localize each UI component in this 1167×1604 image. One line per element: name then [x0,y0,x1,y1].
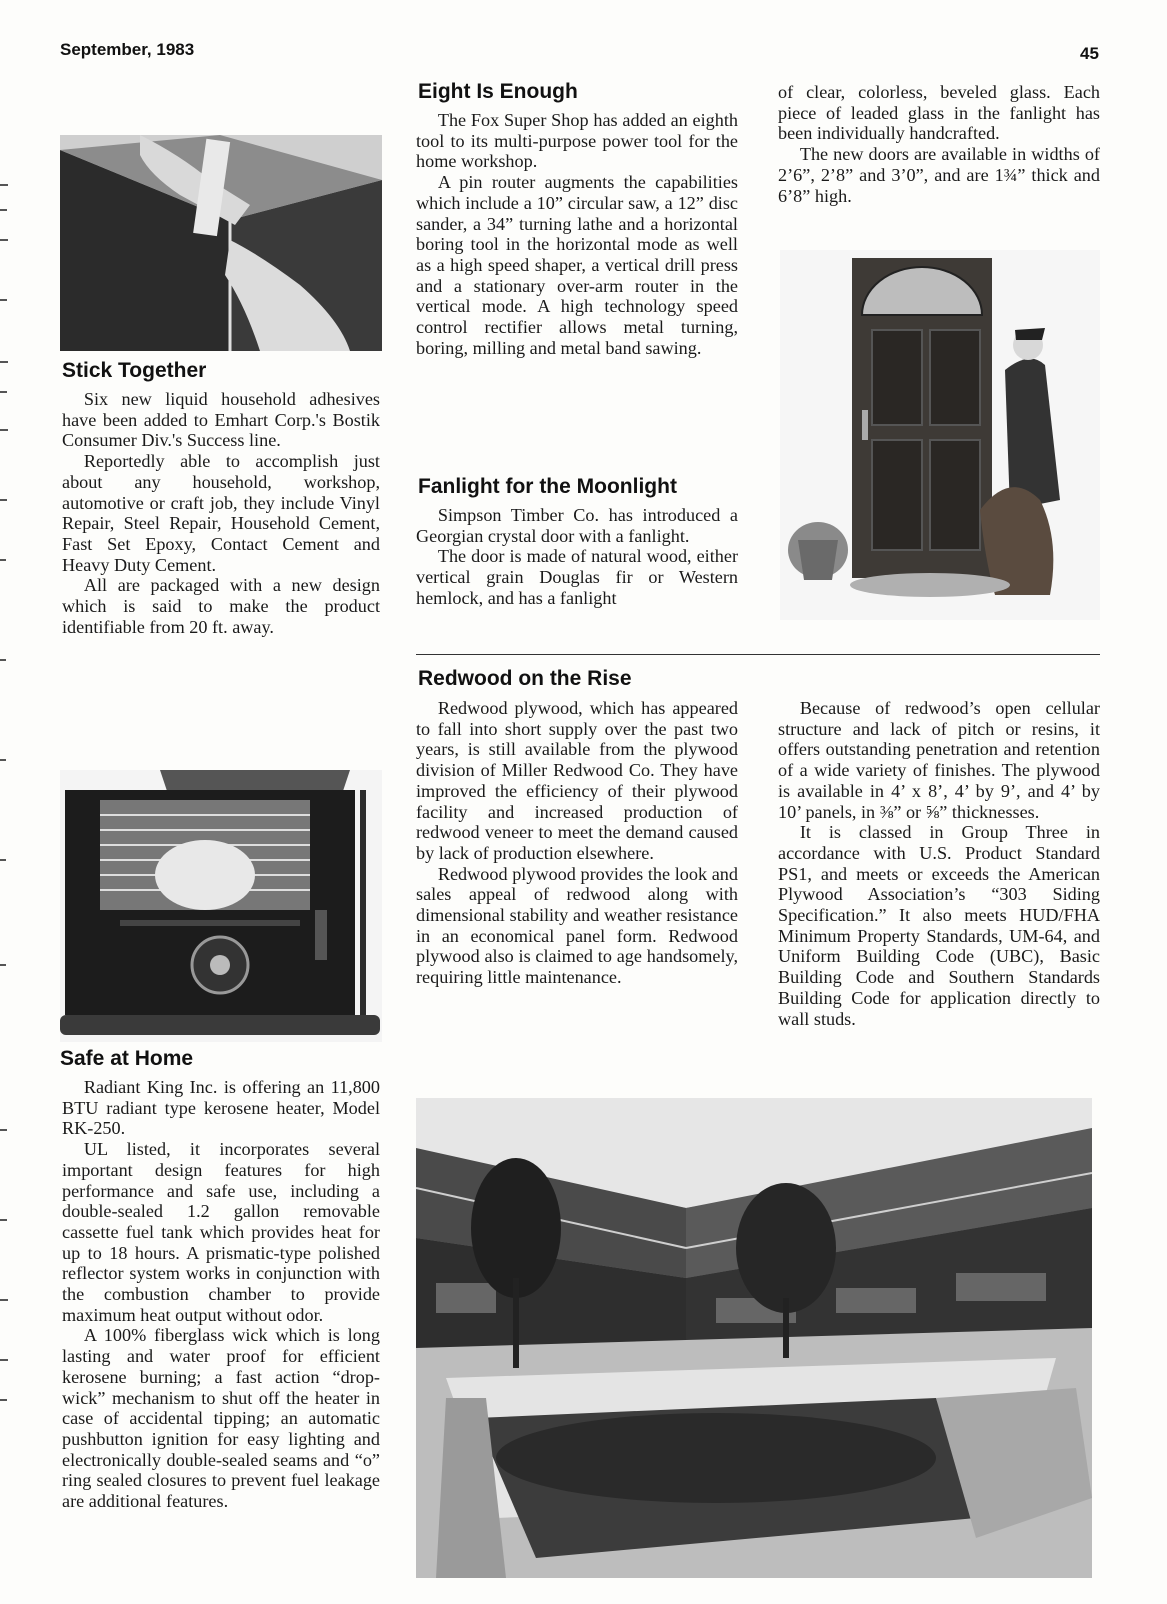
paragraph: Radiant King Inc. is offering an 11,800 BTU radiant type kerosene heater, Model RK-250. [62,1077,380,1139]
glue-photo [60,135,382,351]
fanlight-body-col3 [778,82,1100,206]
paragraph: Simpson Timber Co. has introduced a Georgian crystal door with a fanlight. [416,505,738,546]
paragraph: of clear, colorless, beveled glass. Each piece of leaded glass in the fanlight has been individually handcrafted. [778,82,1100,144]
paragraph: All are packaged with a new design which is said to make the product identifiable from 20 ft. away. [62,575,380,637]
eight-is-enough-body [416,110,738,358]
paragraph: The new doors are available in widths of 2’6”, 2’8” and 3’0”, and are 1¾” thick and 6’8” high. [778,144,1100,206]
fanlight-body-col2 [416,505,738,609]
redwood-body-col3 [778,698,1100,1029]
section-divider [416,654,1100,655]
paragraph: The Fox Super Shop has added an eighth tool to its multi-purpose power tool for the home workshop. [416,110,738,172]
paragraph: Because of redwood’s open cellular structure and lack of pitch or resins, it offers outstanding penetration and retention of a wide variety of finishes. The plywood is available in 4’ x 8’, 4’ by 9’, and 4’ by 10’ panels, in ⅜” or ⅝” thicknesses. [778,698,1100,822]
paragraph: UL listed, it incorporates several important design features for high performance and safe use, including a double-sealed 1.2 gallon removable cassette fuel tank which provides heat for up to 18 hours. A prismatic-type polished reflector system works in conjunction with the combustion chamber to provide maximum heat output without odor. [62,1139,380,1325]
paragraph: Six new liquid household adhesives have been added to Emhart Corp.'s Bostik Consumer Div.'s Success line. [62,389,380,451]
paragraph: The door is made of natural wood, either vertical grain Douglas fir or Western hemlock, and has a fanlight [416,546,738,608]
safe-at-home-body [62,1077,380,1512]
heater-photo [60,770,382,1042]
redwood-title: Redwood on the Rise [418,667,632,690]
courtyard-photo [416,1098,1092,1578]
paragraph: Reportedly able to accomplish just about any household, workshop, automotive or craft job, they include Vinyl Repair, Steel Repair, Household Cement, Fast Set Epoxy, Contact Cement and Heavy Duty Cement. [62,451,380,575]
header-date: September, 1983 [60,40,195,59]
paragraph: It is classed in Group Three in accordance with U.S. Product Standard PS1, and meets or exceeds the American Plywood Association’s “303 Siding Specification.” It also meets HUD/FHA Minimum Property Standards, UM-64, and Uniform Building Code (UBC), Basic Building Code and Southern Standards Building Code for application directly to wall studs. [778,822,1100,1029]
page-number: 45 [1080,44,1099,63]
paragraph: A pin router augments the capabilities which include a 10” circular saw, a 12” disc sander, a 34” turning lathe and a horizontal boring tool in the horizontal mode as well as a high speed shaper, a vertical drill press and a stationary over-arm router in the vertical mode. A high technology speed control rectifier allows metal turning, boring, milling and metal band sawing. [416,172,738,358]
redwood-body-col2 [416,698,738,988]
stick-together-title: Stick Together [62,359,207,382]
door-photo [780,250,1100,620]
safe-at-home-title: Safe at Home [60,1047,194,1070]
fanlight-title: Fanlight for the Moonlight [418,475,677,498]
paragraph: A 100% fiberglass wick which is long lasting and water proof for efficient kerosene burning; a fast action “drop-wick” mechanism to shut off the heater in case of accidental tipping; an automatic pushbutton ignition for easy lighting and electronically double-sealed seams and “o” ring sealed closures to prevent fuel leakage are additional features. [62,1325,380,1512]
margin-marks [0,0,10,1604]
stick-together-body [62,389,380,637]
paragraph: Redwood plywood provides the look and sales appeal of redwood along with dimensional stability and weather resistance in an economical panel form. Redwood plywood also is claimed to age handsomely, requiring little maintenance. [416,863,738,988]
paragraph: Redwood plywood, which has appeared to fall into short supply over the past two years, is still available from the plywood division of Miller Redwood Co. They have improved the efficiency of their plywood facility and increased production of redwood veneer to meet the demand caused by lack of production elsewhere. [416,698,738,863]
eight-is-enough-title: Eight Is Enough [418,80,578,103]
